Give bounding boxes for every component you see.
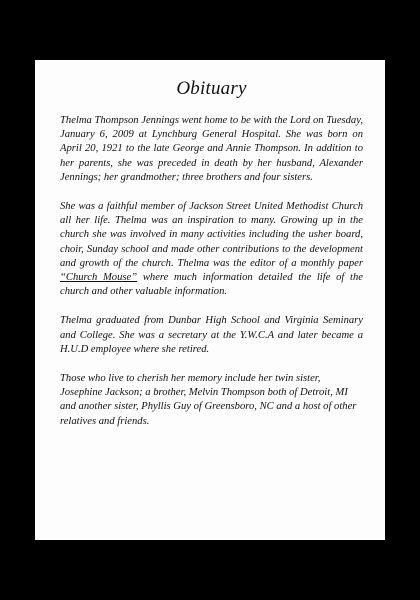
church-mouse-title: “Church Mouse” xyxy=(60,272,138,284)
paragraph-2-text-start: She was a faithful member of Jackson Street United Methodist Church all her life. Thelma was an inspiration to many. Growing up in the church she was involved in many activities including the usher board, choir, Sunday school and made other contributions to the development and growth of the church. Thelma was the editor of a monthly paper xyxy=(60,201,363,269)
paragraph-4: Those who live to cherish her memory include her twin sister, Josephine Jackson; a brother, Melvin Thompson both of Detroit, MI and another sister, Phyllis Guy of Greensboro, NC and a host of other relatives and friends. xyxy=(60,373,357,427)
paragraph-2-text-end: where much information detailed the life of the church and other valuable information. xyxy=(60,272,363,298)
obituary-page xyxy=(35,60,385,540)
paragraph-3: Thelma graduated from Dunbar High School and Virginia Seminary and College. She was a secretary at the Y.W.C.A and later became a H.U.D employee where she retired. xyxy=(60,315,363,355)
paragraph-2 xyxy=(60,200,363,299)
paragraph-1: Thelma Thompson Jennings went home to be with the Lord on Tuesday, January 6, 2009 at Lynchburg General Hospital. She was born on April 20, 1921 to the late George and Annie Thompson. In addition to her parents, she was preceded in death by her husband, Alexander Jennings; her grandmother; three brothers and four sisters. xyxy=(60,115,363,183)
page-title: Obituary xyxy=(176,78,247,99)
